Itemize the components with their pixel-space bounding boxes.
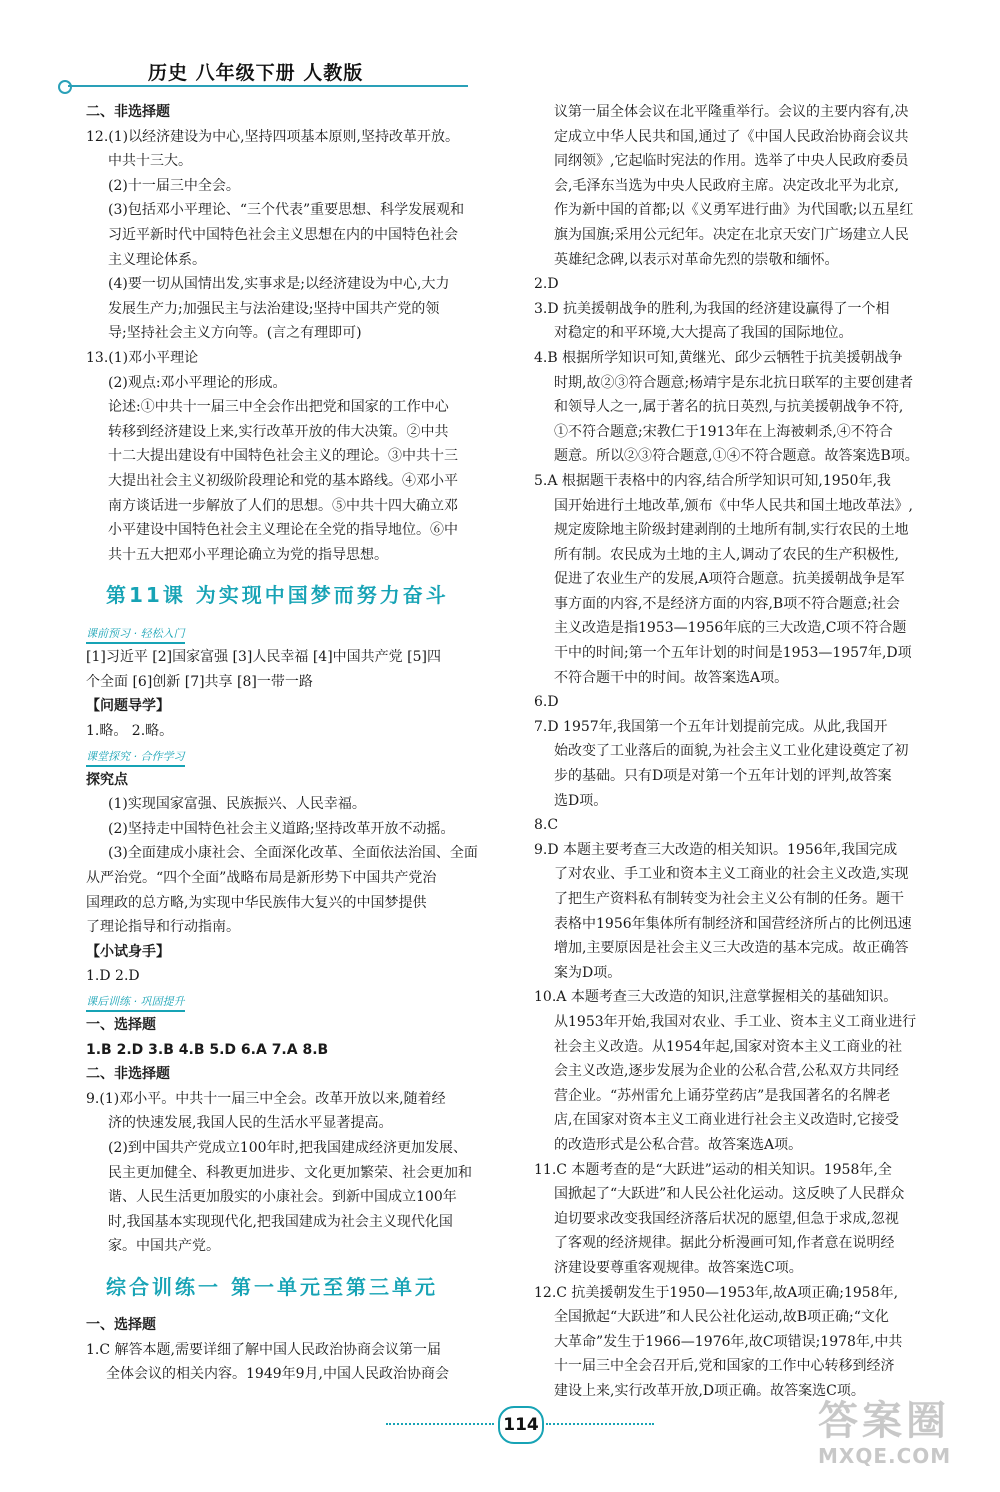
answer-line: 旗为国旗;采用公元纪年。决定在北京天安门广场建立人民 (554, 226, 909, 243)
answer-line: 个全面 [6]创新 [7]共享 [8]一带一路 (86, 673, 313, 690)
answer-line: 时期,故②③符合题意;杨靖宇是东北抗日联军的主要创建者 (554, 374, 914, 391)
answer-line: (2)十一届三中全会。 (108, 177, 240, 194)
answer-line: 规定废除地主阶级封建剥削的土地所有制,实行农民的土地 (554, 522, 909, 539)
answer-line: 7.D 1957年,我国第一个五年计划提前完成。从此,我国开 (534, 718, 888, 735)
section-heading: 一、选择题 (86, 1017, 156, 1033)
answer-line: 和领导人之一,属于著名的抗日英烈,与抗美援朝战争不符, (554, 399, 904, 416)
answer-line: 9.(1)邓小平。中共十一届三中全会。改革开放以来,随着经 (86, 1090, 446, 1107)
answer-line: 建设上来,实行改革开放,D项正确。故答案选C项。 (554, 1382, 865, 1399)
answer-line: 大提出社会主义初级阶段理论和党的基本路线。④邓小平 (108, 472, 458, 489)
answer-line: 国掀起了“大跃进”和人民公社化运动。这反映了人民群众 (554, 1186, 905, 1203)
answer-line: 不符合题干中的时间。故答案选A项。 (554, 669, 789, 686)
answer-line: 社会主义改造。从1954年起,国家对资本主义工商业的社 (554, 1038, 903, 1055)
header-rule (68, 85, 468, 87)
section-tag: 课前预习 · 轻松入门 (86, 626, 185, 644)
answer-line: 促进了农业生产的发展,A项符合题意。抗美援朝战争是军 (554, 571, 905, 588)
review-title: 综合训练一 第一单元至第三单元 (106, 1274, 438, 1299)
answer-line: (2)坚持走中国特色社会主义道路;坚持改革开放不动摇。 (108, 820, 455, 837)
answer-line: 11.C 本题考查的是“大跃进”运动的相关知识。1958年,全 (534, 1161, 892, 1178)
right-column (534, 100, 948, 1403)
section-heading: 二、非选择题 (86, 104, 170, 120)
answer-line: 民主更加健全、科教更加进步、文化更加繁荣、社会更加和 (108, 1164, 472, 1181)
watermark-text: 答案圈 (818, 1398, 950, 1444)
answer-line: 定成立中华人民共和国,通过了《中国人民政治协商会议共 (554, 128, 909, 145)
answer-line: 对稳定的和平环境,大大提高了我国的国际地位。 (554, 325, 853, 342)
answer-line: 事方面的内容,不是经济方面的内容,B项不符合题意;社会 (554, 595, 900, 612)
answer-line: 主义改造是指1953—1956年底的三大改造,C项不符合题 (554, 620, 907, 637)
answer-line: 英雄纪念碑,以表示对革命先烈的崇敬和缅怀。 (554, 251, 839, 268)
answer-line: 转移到经济建设上来,实行改革开放的伟大决策。②中共 (108, 423, 449, 440)
answer-line: 店,在国家对资本主义工商业进行社会主义改造时,它接受 (554, 1112, 899, 1129)
answer-line: 发展生产力;加强民主与法治建设;坚持中国共产党的领 (108, 300, 440, 317)
answer-line: 10.A 本题考查三大改造的知识,注意掌握相关的基础知识。 (534, 989, 898, 1006)
answer-line: 作为新中国的首都;以《义勇军进行曲》为代国歌;以五星红 (554, 202, 914, 219)
answer-line: 导;坚持社会主义方向等。(言之有理即可) (108, 325, 362, 342)
page-number: 114 (498, 1406, 544, 1444)
answer-line: 国开始进行土地改革,颁布《中华人民共和国土地改革法》, (554, 497, 913, 514)
answer-line: (3)包括邓小平理论、“三个代表”重要思想、科学发展观和 (108, 202, 465, 219)
answer-line: (1)实现国家富强、民族振兴、人民幸福。 (108, 796, 366, 813)
answer-line: 5.A 根据题干表格中的内容,结合所学知识可知,1950年,我 (534, 472, 891, 489)
answer-line: 十二大提出建设有中国特色社会主义的理论。③中共十三 (108, 448, 458, 465)
answer-line: (2)观点:邓小平理论的形成。 (108, 374, 287, 391)
answer-line: 了把生产资料私有制转变为社会主义公有制的任务。题干 (554, 891, 904, 907)
answer-line: 1.略。 2.略。 (86, 723, 174, 740)
answer-line: 9.D 本题主要考查三大改造的相关知识。1956年,我国完成 (534, 841, 898, 858)
answer-line: 1.D 2.D (86, 968, 140, 985)
section-heading: 探究点 (86, 771, 128, 788)
answer-line: 12.C 抗美援朝发生于1950—1953年,故A项正确;1958年, (534, 1284, 899, 1301)
footer-dotted-rule (546, 1423, 654, 1425)
left-column (86, 100, 506, 1387)
answer-line: 6.D (534, 694, 559, 711)
answer-line: 的改造形式是公私合营。故答案选A项。 (554, 1136, 803, 1153)
answer-line: ①不符合题意;宋教仁于1913年在上海被刺杀,④不符合 (554, 423, 893, 440)
answer-line: 共十五大把邓小平理论确立为党的指导思想。 (108, 546, 388, 563)
answer-line: 南方谈话进一步解放了人们的思想。⑤中共十四大确立邓 (108, 497, 458, 514)
answer-line: 小平建设中国特色社会主义理论在全党的指导地位。⑥中 (108, 522, 458, 539)
answer-line: 表格中1956年集体所有制经济和国营经济所占的比例迅速 (554, 915, 912, 932)
decorative-circle-icon (58, 80, 72, 94)
answer-line: 13.(1)邓小平理论 (86, 349, 199, 366)
answer-line: 选D项。 (554, 792, 608, 809)
lesson-title: 第11课 为实现中国梦而努力奋斗 (106, 583, 449, 608)
section-heading: 【小试身手】 (86, 943, 170, 960)
answer-line: 1.C 解答本题,需要详细了解中国人民政治协商会议第一届 (86, 1341, 441, 1358)
answer-line: 2.D (534, 276, 559, 293)
answer-line: 4.B 根据所学知识可知,黄继光、邱少云牺牲于抗美援朝战争 (534, 349, 903, 366)
answer-line: 会,毛泽东当选为中央人民政府主席。决定改北平为北京, (554, 177, 899, 194)
answer-line: 中共十三大。 (108, 153, 192, 170)
watermark-url: MXQE.COM (818, 1444, 952, 1468)
answer-line: (4)要一切从国情出发,实事求是;以经济建设为中心,大力 (108, 276, 450, 293)
answer-line: 营企业。“苏州雷允上诵芬堂药店”是我国著名的名牌老 (554, 1087, 891, 1104)
answer-line: [1]习近平 [2]国家富强 [3]人民幸福 [4]中国共产党 [5]四 (86, 649, 441, 666)
answer-line: 议第一届全体会议在北平隆重举行。会议的主要内容有,决 (554, 104, 909, 120)
answer-line: 从1953年开始,我国对农业、手工业、资本主义工商业进行 (554, 1013, 917, 1030)
answer-line: 国理政的总方略,为实现中华民族伟大复兴的中国梦提供 (86, 894, 427, 911)
answer-line: 3.D 抗美援朝战争的胜利,为我国的经济建设赢得了一个相 (534, 300, 890, 317)
answer-line: 案为D项。 (554, 964, 622, 981)
watermark-logo (818, 1398, 988, 1484)
answer-line: 谐、人民生活更加殷实的小康社会。到新中国成立100年 (108, 1189, 457, 1206)
answer-line: 迫切要求改变我国经济落后状况的愿望,但急于求成,忽视 (554, 1210, 899, 1227)
answer-line: 主义理论体系。 (108, 251, 206, 268)
answer-line: 了理论指导和行动指南。 (86, 919, 240, 936)
answer-line: 干中的时间;第一个五年计划的时间是1953—1957年,D项 (554, 645, 912, 662)
answer-line: 12.(1)以经济建设为中心,坚持四项基本原则,坚持改革开放。 (86, 128, 459, 145)
answer-line: 大革命”发生于1966—1976年,故C项错误;1978年,中共 (554, 1333, 903, 1350)
answer-line: 济的快速发展,我国人民的生活水平显著提高。 (108, 1115, 393, 1132)
section-heading: 二、非选择题 (86, 1066, 170, 1083)
answer-line: 所有制。农民成为土地的主人,调动了农民的生产积极性, (554, 546, 899, 563)
answer-line: 了对农业、手工业和资本主义工商业的社会主义改造,实现 (554, 866, 909, 883)
answer-line: 同纲领》,它起临时宪法的作用。选举了中央人民政府委员 (554, 153, 909, 170)
header-title: 历史 八年级下册 人教版 (148, 62, 364, 84)
section-heading: 一、选择题 (86, 1316, 156, 1333)
answer-line: 始改变了工业落后的面貌,为社会主义工业化建设奠定了初 (554, 743, 909, 760)
answer-line: 全体会议的相关内容。1949年9月,中国人民政治协商会 (106, 1366, 449, 1383)
answer-line: 了客观的经济规律。据此分析漫画可知,作者意在说明经 (554, 1235, 895, 1252)
answer-line: 习近平新时代中国特色社会主义思想在内的中国特色社会 (108, 226, 458, 243)
answer-line: 题意。所以②③符合题意,①④不符合题意。故答案选B项。 (554, 448, 919, 465)
section-tag: 课后训练 · 巩固提升 (86, 994, 185, 1012)
answer-line: 全国掀起“大跃进”和人民公社化运动,故B项正确;“文化 (554, 1309, 889, 1326)
answer-line: (2)到中国共产党成立100年时,把我国建成经济更加发展、 (108, 1139, 468, 1156)
answer-line: 1.B 2.D 3.B 4.B 5.D 6.A 7.A 8.B (86, 1041, 329, 1058)
answer-line: 会主义改造,逐步发展为企业的公私合营,公私双方共同经 (554, 1063, 899, 1080)
section-tag: 课堂探究 · 合作学习 (86, 749, 185, 767)
answer-line: 时,我国基本实现现代化,把我国建成为社会主义现代化国 (108, 1213, 453, 1230)
section-heading: 【问题导学】 (86, 698, 170, 715)
answer-line: 增加,主要原因是社会主义三大改造的基本完成。故正确答 (554, 940, 909, 957)
answer-line: 8.C (534, 817, 559, 834)
answer-line: 从严治党。“四个全面”战略布局是新形势下中国共产党治 (86, 870, 437, 887)
answer-line: 济建设要尊重客观规律。故答案选C项。 (554, 1259, 803, 1276)
answer-line: (3)全面建成小康社会、全面深化改革、全面依法治国、全面 (108, 845, 478, 862)
footer-dotted-rule (386, 1423, 494, 1425)
answer-line: 步的基础。只有D项是对第一个五年计划的评判,故答案 (554, 768, 892, 785)
answer-line: 十一届三中全会召开后,党和国家的工作中心转移到经济 (554, 1358, 895, 1375)
page-header (58, 52, 468, 92)
answer-line: 论述:①中共十一届三中全会作出把党和国家的工作中心 (108, 399, 449, 416)
answer-line: 家。中国共产党。 (108, 1238, 220, 1255)
